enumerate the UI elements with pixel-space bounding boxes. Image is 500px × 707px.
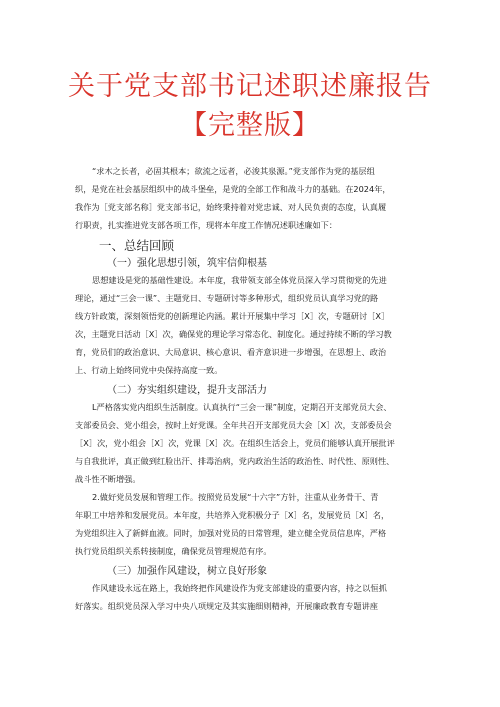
paragraph-line: 2.做好党员发展和管理工作。按照党员发展“十六字”方针，注重从业务骨干、青: [92, 492, 379, 502]
paragraph-line: 战斗性不断增强。: [75, 474, 141, 484]
paragraph-line: 为党组织注入了新鲜血液。同时，加强对党员的日常管理，建立健全党员信息库，严格: [75, 528, 387, 538]
section-heading: 一、总结回顾: [99, 238, 175, 253]
paragraph-line: 理论，通过“三会一课”、主题党日、专题研讨等多种形式，组织党员认真学习党的路: [75, 293, 379, 303]
subsection-heading: （二）夯实组织建设，提升支部活力: [107, 385, 267, 396]
paragraph-line: 上、行动上始终同党中央保持高度一致。: [75, 365, 223, 375]
paragraph-line: 作风建设永远在路上，我始终把作风建设作为党支部建设的重要内容，持之以恒抓: [92, 583, 387, 593]
paragraph-line: 与自我批评，真正做到红脸出汗、排毒治病，党内政治生活的政治性、时代性、原则性、: [75, 456, 395, 466]
paragraph-line: 育，党员们的政治意识、大局意识、核心意识、看齐意识进一步增强，在思想上、政治: [75, 347, 387, 357]
document-subtitle: 【完整版】: [180, 110, 320, 141]
paragraph-line: 好落实。组织党员深入学习中央八项规定及其实施细则精神，开展廉政教育专题讲座: [75, 601, 378, 611]
document-title: 关于党支部书记述职述廉报告: [68, 71, 432, 102]
paragraph-line: 思想建设是党的基础性建设。本年度，我带领支部全体党员深入学习贯彻党的先进: [92, 275, 387, 285]
paragraph-line: 线方针政策，深刻领悟党的创新理论内涵。累计开展集中学习［X］次，专题研讨［X］: [75, 311, 390, 321]
subsection-heading: （三）加强作风建设，树立良好形象: [107, 566, 267, 577]
intro-line: 行职责，扎实推进党支部各项工作，现将本年度工作情况述职述廉如下：: [75, 220, 338, 230]
intro-line: 我作为［党支部名称］党支部书记，始终秉持着对党忠诚、对人民负责的态度，认真履: [75, 202, 387, 212]
paragraph-line: 执行党员组织关系转接制度，确保党员管理规范有序。: [75, 546, 272, 556]
paragraph-line: 年职工中培养和发展党员。本年度，共培养入党积极分子［X］名，发展党员［X］名，: [75, 510, 390, 520]
subsection-heading: （一）强化思想引领，筑牢信仰根基: [107, 258, 267, 269]
paragraph-line: ［X］次，党小组会［X］次，党课［X］次。在组织生活会上，党员们能够认真开展批评: [75, 438, 395, 448]
paragraph-line: 次，主题党日活动［X］次，确保党的理论学习常态化、制度化。通过持续不断的学习教: [75, 329, 392, 339]
paragraph-line: L严格落实党内组织生活制度。认真执行“三会一课”制度，定期召开支部党员大会、: [92, 402, 392, 412]
paragraph-line: 支部委员会、党小组会，按时上好党课。全年共召开支部党员大会［X］次，支部委员会: [75, 420, 392, 430]
intro-line: “求木之长者，必固其根本；欲流之远者，必浚其泉源。”党支部作为党的基层组: [92, 166, 375, 176]
intro-line: 织，是党在社会基层组织中的战斗堡垒，是党的全部工作和战斗力的基础。在2024年，: [75, 184, 391, 194]
